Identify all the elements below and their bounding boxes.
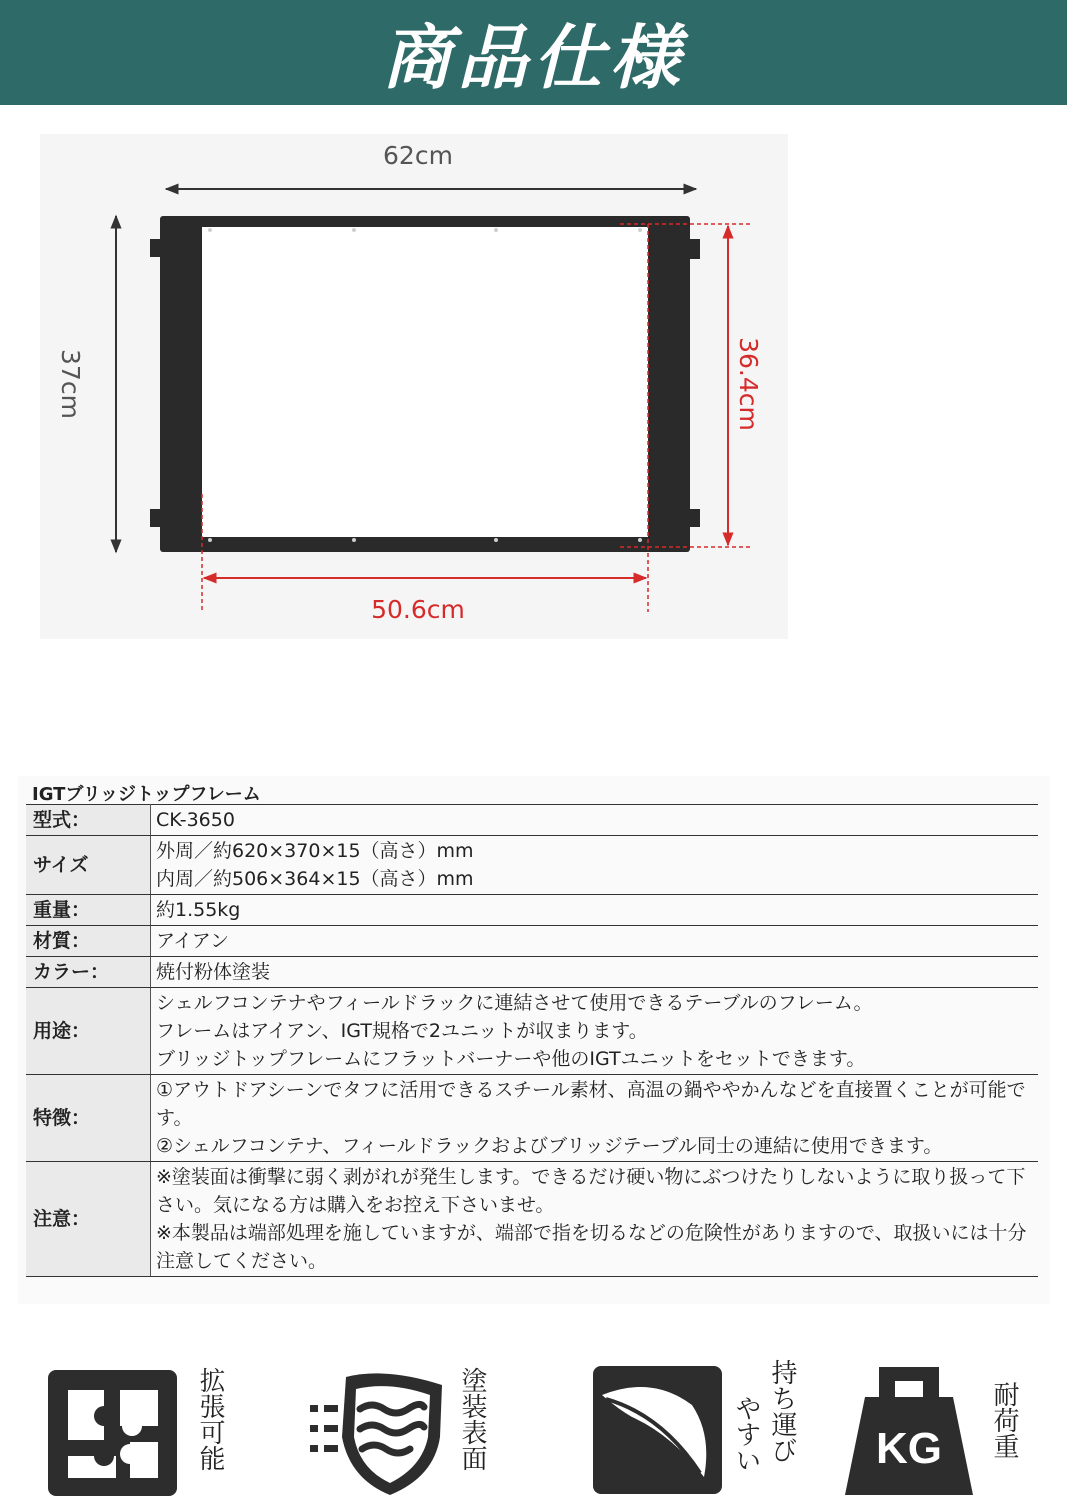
spec-value-line: シェルフコンテナやフィールドラックに連結させて使用できるテーブルのフレーム。 (156, 992, 873, 1014)
outer-width-label: 62cm (383, 141, 453, 170)
frame-opening (202, 227, 648, 537)
spec-row-value (151, 1162, 1039, 1277)
spec-row (26, 836, 1038, 895)
spec-row-value (151, 957, 1039, 988)
spec-row-key: 型式： (26, 805, 151, 836)
spec-title: IGTブリッジトップフレーム (32, 784, 261, 805)
weight-kg-icon (843, 1363, 975, 1497)
spec-row (26, 895, 1038, 926)
spec-row-value (151, 805, 1039, 836)
spec-table-panel (18, 776, 1050, 1304)
spec-row-key: 特徴： (26, 1075, 151, 1162)
spec-value-line: ①アウトドアシーンでタフに活用できるスチール素材、高温の鍋ややかんなどを直接置くことが可能で (156, 1079, 1026, 1101)
spec-row (26, 926, 1038, 957)
spec-value-line: 注意してください。 (156, 1250, 328, 1272)
frame-drawing (40, 134, 788, 639)
spec-row-value (151, 836, 1039, 895)
spec-value-line: ブリッジトップフレームにフラットバーナーや他のIGTユニットをセットできます。 (156, 1048, 866, 1070)
spec-value-line: 内周／約506×364×15（高さ）mm (156, 868, 474, 890)
spec-value-line: ②シェルフコンテナ、フィールドラックおよびブリッジテーブル同士の連結に使用できます。 (156, 1135, 943, 1157)
feather-icon (592, 1365, 723, 1495)
spec-table (26, 804, 1038, 1277)
spec-value-line: アイアン (156, 930, 229, 952)
spec-value-line: 焼付粉体塗装 (156, 961, 271, 983)
page-title: 商品仕様 (381, 17, 686, 99)
spec-row (26, 805, 1038, 836)
spec-value-line: CK-3650 (156, 809, 235, 831)
outer-height-label: 37cm (56, 349, 85, 419)
spec-row-key: カラー： (26, 957, 151, 988)
spec-value-line: す。 (156, 1107, 193, 1129)
feature-label-coated-surface: 塗装表面 (457, 1367, 487, 1471)
spec-row (26, 957, 1038, 988)
spec-row (26, 988, 1038, 1075)
spec-value-line: 外周／約620×370×15（高さ）mm (156, 840, 474, 862)
spec-value-line: フレームはアイアン、IGT規格で2ユニットが収まります。 (156, 1020, 648, 1042)
spec-row-value (151, 988, 1039, 1075)
spec-row-key: 材質： (26, 926, 151, 957)
header-banner (0, 0, 1067, 105)
spec-row-value (151, 926, 1039, 957)
spec-row (26, 1075, 1038, 1162)
spec-row-key: 重量： (26, 895, 151, 926)
shield-icon (306, 1367, 446, 1499)
spec-value-line: ※本製品は端部処理を施していますが、端部で指を切るなどの危険性がありますので、取扱いには十分 (156, 1222, 1027, 1244)
feature-strip (0, 1355, 1067, 1500)
feature-label-portable-1: 持ち運び (767, 1359, 797, 1463)
spec-value-line: ※塗装面は衝撃に弱く剥がれが発生します。できるだけ硬い物にぶつけたりしないように取り扱って下 (156, 1166, 1026, 1188)
spec-row (26, 1162, 1038, 1277)
spec-value-line: さい。気になる方は購入をお控え下さいませ。 (156, 1194, 555, 1216)
spec-row-value (151, 895, 1039, 926)
inner-width-label: 50.6cm (371, 595, 465, 624)
feature-label-portable-2: やすい (731, 1395, 761, 1473)
spec-row-key: 用途： (26, 988, 151, 1075)
weight-kg-text: KG (876, 1424, 942, 1473)
puzzle-icon (46, 1368, 179, 1498)
spec-row-key: サイズ (26, 836, 151, 895)
product-diagram (40, 134, 788, 639)
spec-row-key: 注意： (26, 1162, 151, 1277)
feature-label-expandable: 拡張可能 (195, 1367, 225, 1471)
inner-height-label: 36.4cm (734, 337, 763, 431)
feature-label-load-capacity: 耐荷重 (989, 1381, 1019, 1459)
spec-row-value (151, 1075, 1039, 1162)
spec-value-line: 約1.55kg (156, 899, 241, 921)
